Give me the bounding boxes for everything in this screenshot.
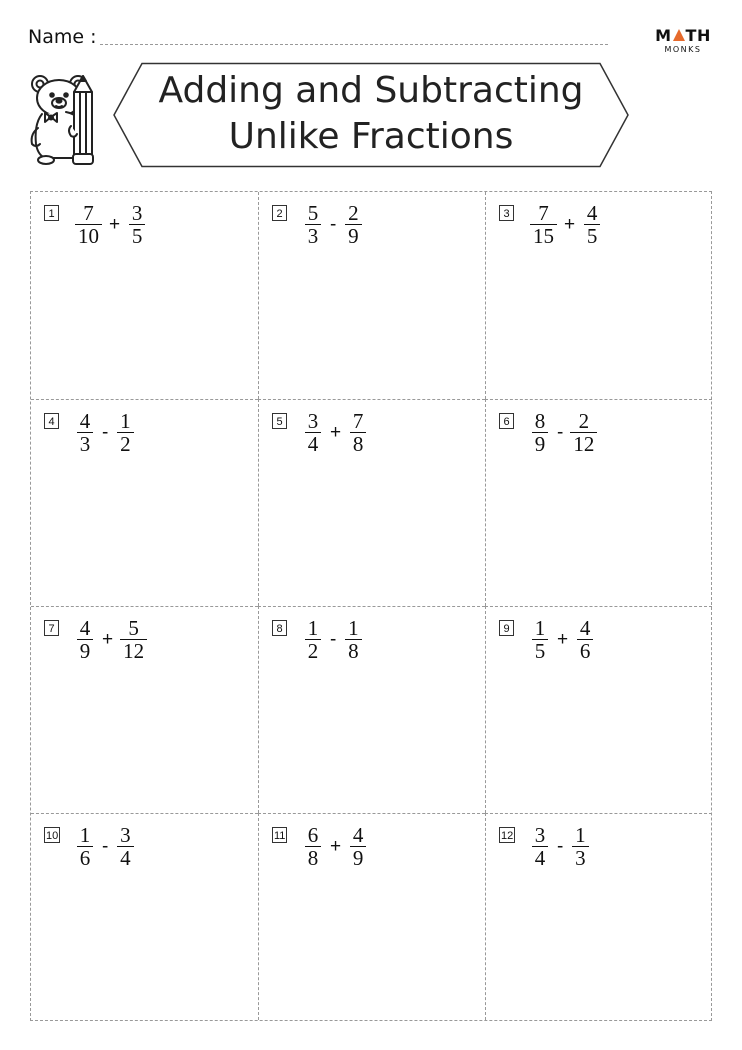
logo-triangle-icon bbox=[673, 29, 685, 41]
numerator: 7 bbox=[83, 201, 94, 225]
numerator: 3 bbox=[534, 823, 546, 847]
fraction bbox=[570, 410, 597, 455]
operator: + bbox=[109, 213, 121, 235]
problem-cell[interactable] bbox=[258, 606, 485, 813]
denominator: 9 bbox=[532, 432, 549, 455]
numerator: 8 bbox=[534, 409, 546, 433]
operator: + bbox=[564, 213, 576, 235]
denominator: 3 bbox=[77, 432, 94, 455]
fraction bbox=[348, 410, 368, 455]
operator: + bbox=[557, 628, 569, 650]
name-input-line[interactable] bbox=[100, 44, 608, 45]
problem-number: 6 bbox=[499, 413, 514, 429]
fraction bbox=[75, 410, 95, 455]
fraction bbox=[343, 617, 363, 662]
fraction bbox=[115, 410, 135, 455]
operator: - bbox=[102, 421, 109, 443]
fraction bbox=[75, 617, 95, 662]
denominator: 12 bbox=[120, 639, 147, 662]
problem-number: 7 bbox=[44, 620, 59, 636]
fraction bbox=[530, 202, 557, 247]
logo-subtext: MONKS bbox=[664, 45, 702, 54]
fraction bbox=[530, 410, 550, 455]
operator: - bbox=[102, 835, 109, 857]
numerator: 1 bbox=[348, 616, 359, 640]
denominator: 4 bbox=[532, 846, 549, 869]
logo-text-m: M bbox=[655, 26, 672, 45]
problem-number: 8 bbox=[272, 620, 287, 636]
numerator: 5 bbox=[128, 616, 139, 640]
fraction bbox=[127, 202, 147, 247]
operator: - bbox=[330, 213, 337, 235]
operator: + bbox=[330, 835, 342, 857]
fraction-expression bbox=[75, 410, 135, 455]
fraction bbox=[303, 824, 323, 869]
denominator: 8 bbox=[345, 639, 362, 662]
denominator: 10 bbox=[75, 224, 102, 247]
problem-cell[interactable] bbox=[258, 813, 485, 1020]
denominator: 2 bbox=[117, 432, 134, 455]
problem-cell[interactable] bbox=[485, 813, 712, 1020]
fraction-expression bbox=[303, 617, 363, 662]
numerator: 1 bbox=[120, 409, 131, 433]
fraction bbox=[570, 824, 590, 869]
denominator: 9 bbox=[345, 224, 362, 247]
fraction-expression bbox=[75, 617, 147, 662]
numerator: 2 bbox=[578, 409, 590, 433]
denominator: 4 bbox=[117, 846, 134, 869]
problem-grid bbox=[30, 191, 712, 1021]
math-monks-logo bbox=[652, 26, 714, 54]
problem-number: 4 bbox=[44, 413, 59, 429]
numerator: 5 bbox=[307, 201, 319, 225]
denominator: 9 bbox=[77, 639, 94, 662]
fraction-expression bbox=[75, 202, 147, 247]
numerator: 4 bbox=[352, 823, 364, 847]
problem-cell[interactable] bbox=[31, 192, 258, 399]
title-line-2: Unlike Fractions bbox=[228, 116, 514, 157]
fraction-expression bbox=[530, 202, 602, 247]
problem-cell[interactable] bbox=[31, 813, 258, 1020]
problem-number: 1 bbox=[44, 205, 59, 221]
fraction bbox=[115, 824, 135, 869]
denominator: 5 bbox=[584, 224, 601, 247]
problem-cell[interactable] bbox=[485, 192, 712, 399]
fraction bbox=[303, 617, 323, 662]
denominator: 3 bbox=[305, 224, 322, 247]
operator: - bbox=[557, 421, 564, 443]
denominator: 2 bbox=[305, 639, 322, 662]
problem-number: 11 bbox=[272, 827, 287, 843]
numerator: 4 bbox=[79, 616, 91, 640]
denominator: 8 bbox=[305, 846, 322, 869]
denominator: 9 bbox=[350, 846, 367, 869]
denominator: 8 bbox=[350, 432, 367, 455]
operator: - bbox=[330, 628, 337, 650]
denominator: 4 bbox=[305, 432, 322, 455]
name-label: Name : bbox=[28, 26, 97, 48]
denominator: 3 bbox=[572, 846, 589, 869]
operator: + bbox=[102, 628, 114, 650]
numerator: 1 bbox=[307, 616, 319, 640]
denominator: 5 bbox=[532, 639, 549, 662]
numerator: 7 bbox=[538, 201, 549, 225]
fraction-expression bbox=[75, 824, 135, 869]
fraction bbox=[575, 617, 595, 662]
fraction-expression bbox=[530, 824, 590, 869]
fraction bbox=[530, 824, 550, 869]
fraction bbox=[303, 410, 323, 455]
denominator: 12 bbox=[570, 432, 597, 455]
fraction-expression bbox=[303, 824, 368, 869]
numerator: 4 bbox=[586, 201, 598, 225]
title-line-1: Adding and Subtracting bbox=[158, 70, 584, 111]
numerator: 3 bbox=[307, 409, 319, 433]
denominator: 6 bbox=[77, 846, 94, 869]
fraction-expression bbox=[530, 410, 597, 455]
problem-cell[interactable] bbox=[485, 399, 712, 606]
problem-cell[interactable] bbox=[258, 399, 485, 606]
numerator: 1 bbox=[575, 823, 586, 847]
problem-number: 5 bbox=[272, 413, 287, 429]
fraction bbox=[75, 824, 95, 869]
problem-number: 12 bbox=[499, 827, 515, 843]
numerator: 1 bbox=[534, 616, 546, 640]
fraction-expression bbox=[530, 617, 595, 662]
fraction bbox=[530, 617, 550, 662]
title-banner bbox=[112, 62, 630, 168]
fraction bbox=[303, 202, 323, 247]
problem-cell[interactable] bbox=[31, 399, 258, 606]
numerator: 2 bbox=[348, 201, 359, 225]
numerator: 1 bbox=[79, 823, 91, 847]
problem-number: 3 bbox=[499, 205, 514, 221]
fraction bbox=[343, 202, 363, 247]
problem-cell[interactable] bbox=[31, 606, 258, 813]
numerator: 4 bbox=[579, 616, 591, 640]
problem-number: 10 bbox=[44, 827, 60, 843]
operator: + bbox=[330, 421, 342, 443]
fraction bbox=[75, 202, 102, 247]
fraction-expression bbox=[303, 202, 363, 247]
denominator: 6 bbox=[577, 639, 594, 662]
fraction bbox=[120, 617, 147, 662]
numerator: 6 bbox=[307, 823, 319, 847]
numerator: 7 bbox=[352, 409, 364, 433]
numerator: 4 bbox=[79, 409, 91, 433]
fraction bbox=[582, 202, 602, 247]
name-row bbox=[28, 24, 608, 52]
numerator: 3 bbox=[120, 823, 131, 847]
page-title bbox=[112, 68, 630, 160]
problem-cell[interactable] bbox=[485, 606, 712, 813]
fraction-expression bbox=[303, 410, 368, 455]
problem-number: 9 bbox=[499, 620, 514, 636]
numerator: 3 bbox=[131, 201, 143, 225]
problem-number: 2 bbox=[272, 205, 287, 221]
logo-text-th: TH bbox=[685, 26, 711, 45]
denominator: 5 bbox=[129, 224, 146, 247]
fraction bbox=[348, 824, 368, 869]
operator: - bbox=[557, 835, 564, 857]
problem-cell[interactable] bbox=[258, 192, 485, 399]
bear-with-pencil-icon bbox=[24, 70, 110, 170]
denominator: 15 bbox=[530, 224, 557, 247]
